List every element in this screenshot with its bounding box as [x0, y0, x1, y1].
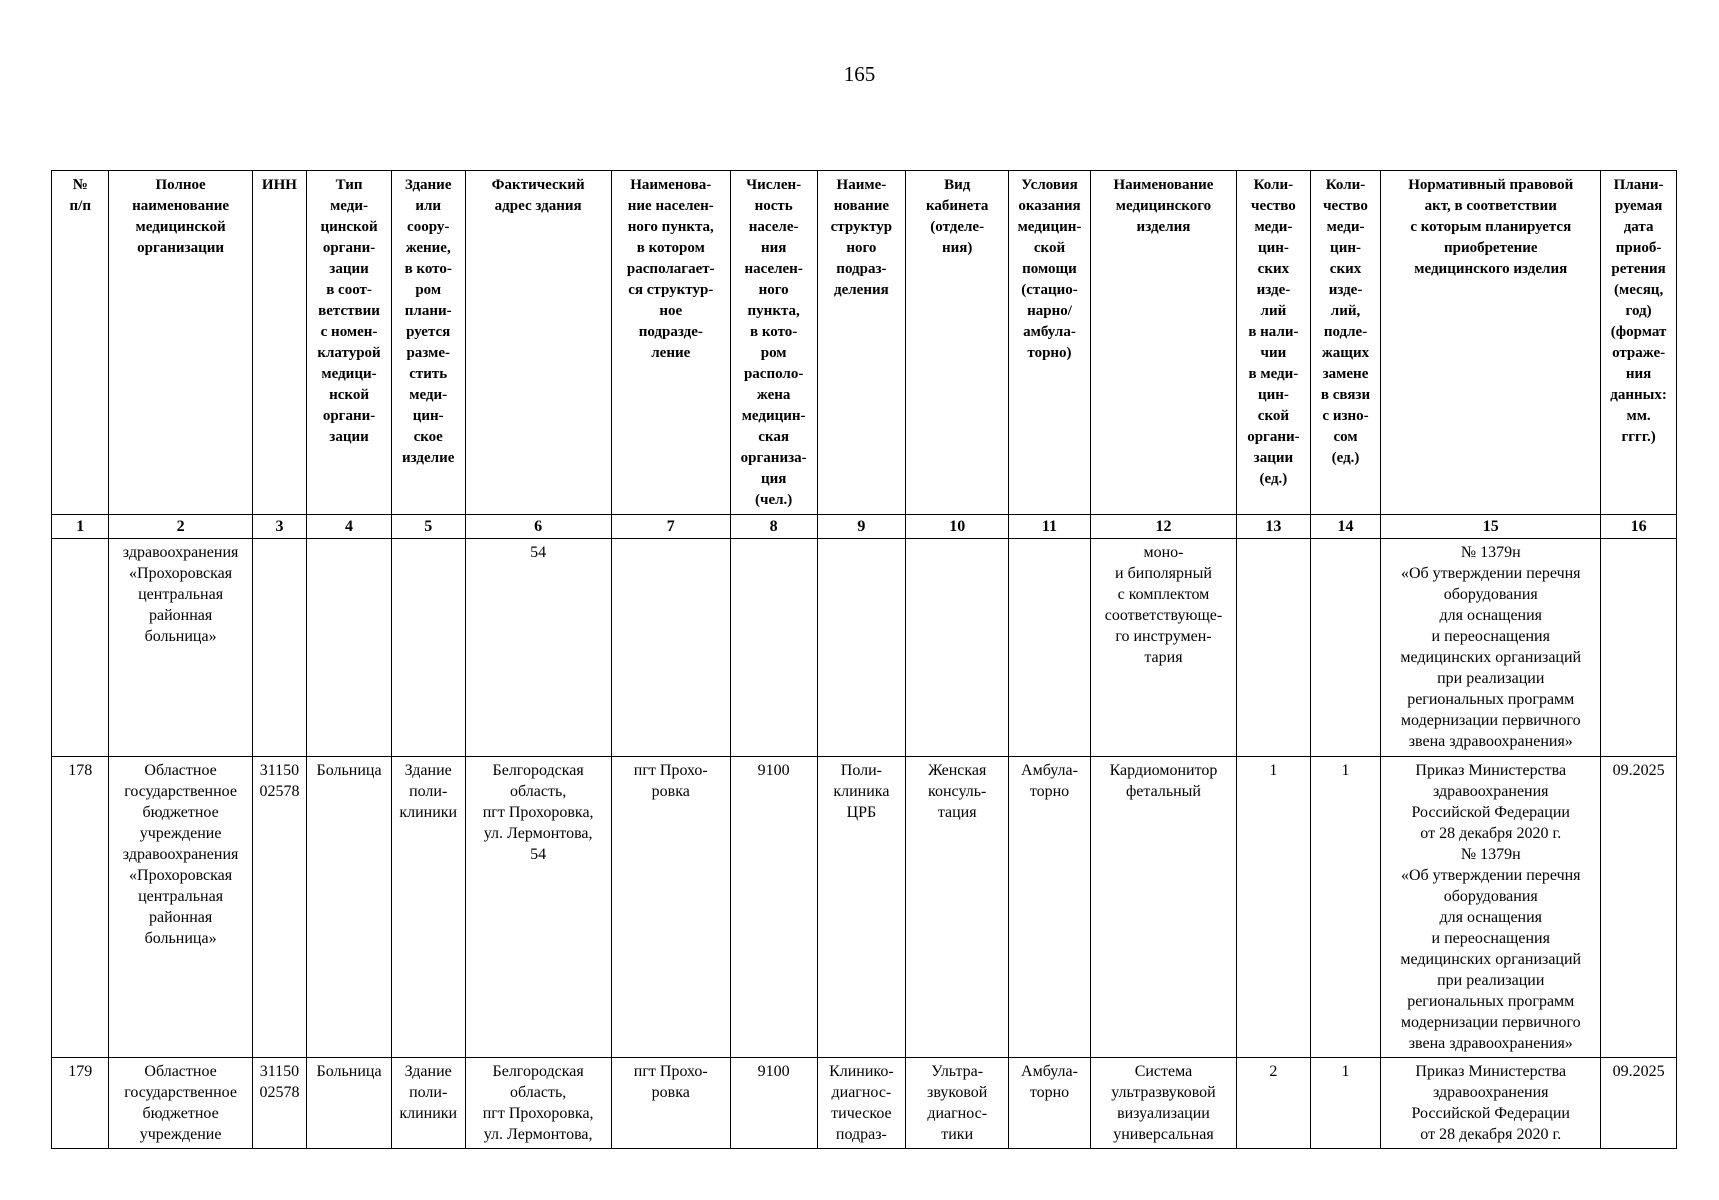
cell-qty-available	[1237, 539, 1311, 757]
cell-qty-replace: 1	[1310, 1058, 1381, 1149]
cell-number: 179	[52, 1058, 109, 1149]
cell-population: 9100	[730, 757, 817, 1058]
column-number: 16	[1601, 515, 1677, 539]
cell-qty-available: 1	[1237, 757, 1311, 1058]
header-cell: ИНН	[252, 171, 306, 515]
table-row	[52, 757, 1677, 1058]
cell-qty-available: 2	[1237, 1058, 1311, 1149]
cell-subdivision	[817, 539, 906, 757]
cell-cabinet	[906, 539, 1009, 757]
cell-subdivision: Поли- клиника ЦРБ	[817, 757, 906, 1058]
cell-org-type	[307, 539, 392, 757]
cell-population: 9100	[730, 1058, 817, 1149]
column-number: 10	[906, 515, 1009, 539]
header-cell: Наиме- нование структур ного подраз- деления	[817, 171, 906, 515]
header-cell: Здание или соору- жение, в кото- ром плани- руется разме- стить меди- цин- ское изделие	[391, 171, 465, 515]
cell-org-type: Больница	[307, 1058, 392, 1149]
cell-cabinet: Ультра- звуковой диагнос- тики	[906, 1058, 1009, 1149]
cell-building	[391, 539, 465, 757]
column-number: 15	[1381, 515, 1601, 539]
column-number: 7	[611, 515, 730, 539]
table-row	[52, 539, 1677, 757]
header-cell: Коли- чество меди- цин- ских изде- лий, подле- жащих замене в связи с изно- сом (ед.)	[1310, 171, 1381, 515]
cell-organization: Областное государственное бюджетное учреждение здравоохранения «Прохоровская центральная районная больница»	[109, 757, 252, 1058]
header-cell: Полное наименование медицинской организации	[109, 171, 252, 515]
column-number: 2	[109, 515, 252, 539]
header-cell: Числен- ность населе- ния населен- ного пункта, в кото- ром располо- жена медицин- ская организа- ция (чел.)	[730, 171, 817, 515]
cell-number: 178	[52, 757, 109, 1058]
header-cell: № п/п	[52, 171, 109, 515]
cell-address: Белгородская область, пгт Прохоровка, ул. Лермонтова, 54	[465, 757, 611, 1058]
cell-inn: 31150 02578	[252, 1058, 306, 1149]
header-cell: Коли- чество меди- цин- ских изде- лий в нали- чии в меди- цин- ской органи- зации (ед.)	[1237, 171, 1311, 515]
cell-organization: Областное государственное бюджетное учреждение	[109, 1058, 252, 1149]
cell-planned-date: 09.2025	[1601, 757, 1677, 1058]
header-cell: Наименова- ние населен- ного пункта, в котором располагает- ся структур- ное подразде- ление	[611, 171, 730, 515]
cell-device: Система ультразвуковой визуализации универсальная	[1090, 1058, 1236, 1149]
cell-building: Здание поли- клиники	[391, 1058, 465, 1149]
cell-inn: 31150 02578	[252, 757, 306, 1058]
header-cell: Условия оказания медицин- ской помощи (стацио- нарно/ амбула- торно)	[1009, 171, 1091, 515]
column-number-row	[52, 515, 1677, 539]
header-cell: Нормативный правовой акт, в соответствии с которым планируется приобретение медицинского изделия	[1381, 171, 1601, 515]
cell-inn	[252, 539, 306, 757]
cell-qty-replace	[1310, 539, 1381, 757]
cell-population	[730, 539, 817, 757]
cell-settlement	[611, 539, 730, 757]
cell-settlement: пгт Прохо- ровка	[611, 757, 730, 1058]
cell-cabinet: Женская консуль- тация	[906, 757, 1009, 1058]
column-number: 11	[1009, 515, 1091, 539]
cell-planned-date: 09.2025	[1601, 1058, 1677, 1149]
cell-subdivision: Клинико- диагнос- тическое подраз-	[817, 1058, 906, 1149]
cell-device: моно- и биполярный с комплектом соответствующе- го инструмен- тария	[1090, 539, 1236, 757]
cell-settlement: пгт Прохо- ровка	[611, 1058, 730, 1149]
header-cell: Фактический адрес здания	[465, 171, 611, 515]
cell-conditions: Амбула- торно	[1009, 1058, 1091, 1149]
cell-address: Белгородская область, пгт Прохоровка, ул. Лермонтова,	[465, 1058, 611, 1149]
cell-building: Здание поли- клиники	[391, 757, 465, 1058]
column-number: 6	[465, 515, 611, 539]
cell-qty-replace: 1	[1310, 757, 1381, 1058]
column-number: 9	[817, 515, 906, 539]
header-cell: Плани- руемая дата приоб- ретения (месяц, год) (формат отраже- ния данных: мм. гггг.)	[1601, 171, 1677, 515]
header-row	[52, 171, 1677, 515]
equipment-table	[51, 170, 1677, 1149]
table-row	[52, 1058, 1677, 1149]
column-number: 4	[307, 515, 392, 539]
cell-address: 54	[465, 539, 611, 757]
column-number: 14	[1310, 515, 1381, 539]
cell-conditions	[1009, 539, 1091, 757]
cell-legal-act: Приказ Министерства здравоохранения Российской Федерации от 28 декабря 2020 г. № 1379н «Об утверждении перечня оборудования для оснащения и переоснащения медицинских организаций при реализации региональных программ модернизации первичного звена здравоохранения»	[1381, 757, 1601, 1058]
column-number: 3	[252, 515, 306, 539]
header-cell: Вид кабинета (отделе- ния)	[906, 171, 1009, 515]
cell-org-type: Больница	[307, 757, 392, 1058]
page-number: 165	[843, 62, 876, 86]
column-number: 5	[391, 515, 465, 539]
header-cell: Наименование медицинского изделия	[1090, 171, 1236, 515]
header-cell: Тип меди- цинской органи- зации в соот- ветствии с номен- клатурой медици- нской органи- зации	[307, 171, 392, 515]
cell-number	[52, 539, 109, 757]
column-number: 12	[1090, 515, 1236, 539]
column-number: 1	[52, 515, 109, 539]
cell-legal-act: Приказ Министерства здравоохранения Российской Федерации от 28 декабря 2020 г.	[1381, 1058, 1601, 1149]
cell-conditions: Амбула- торно	[1009, 757, 1091, 1058]
cell-device: Кардиомонитор фетальный	[1090, 757, 1236, 1058]
column-number: 8	[730, 515, 817, 539]
cell-organization: здравоохранения «Прохоровская центральная районная больница»	[109, 539, 252, 757]
cell-legal-act: № 1379н «Об утверждении перечня оборудования для оснащения и переоснащения медицинских организаций при реализации региональных программ модернизации первичного звена здравоохранения»	[1381, 539, 1601, 757]
column-number: 13	[1237, 515, 1311, 539]
cell-planned-date	[1601, 539, 1677, 757]
